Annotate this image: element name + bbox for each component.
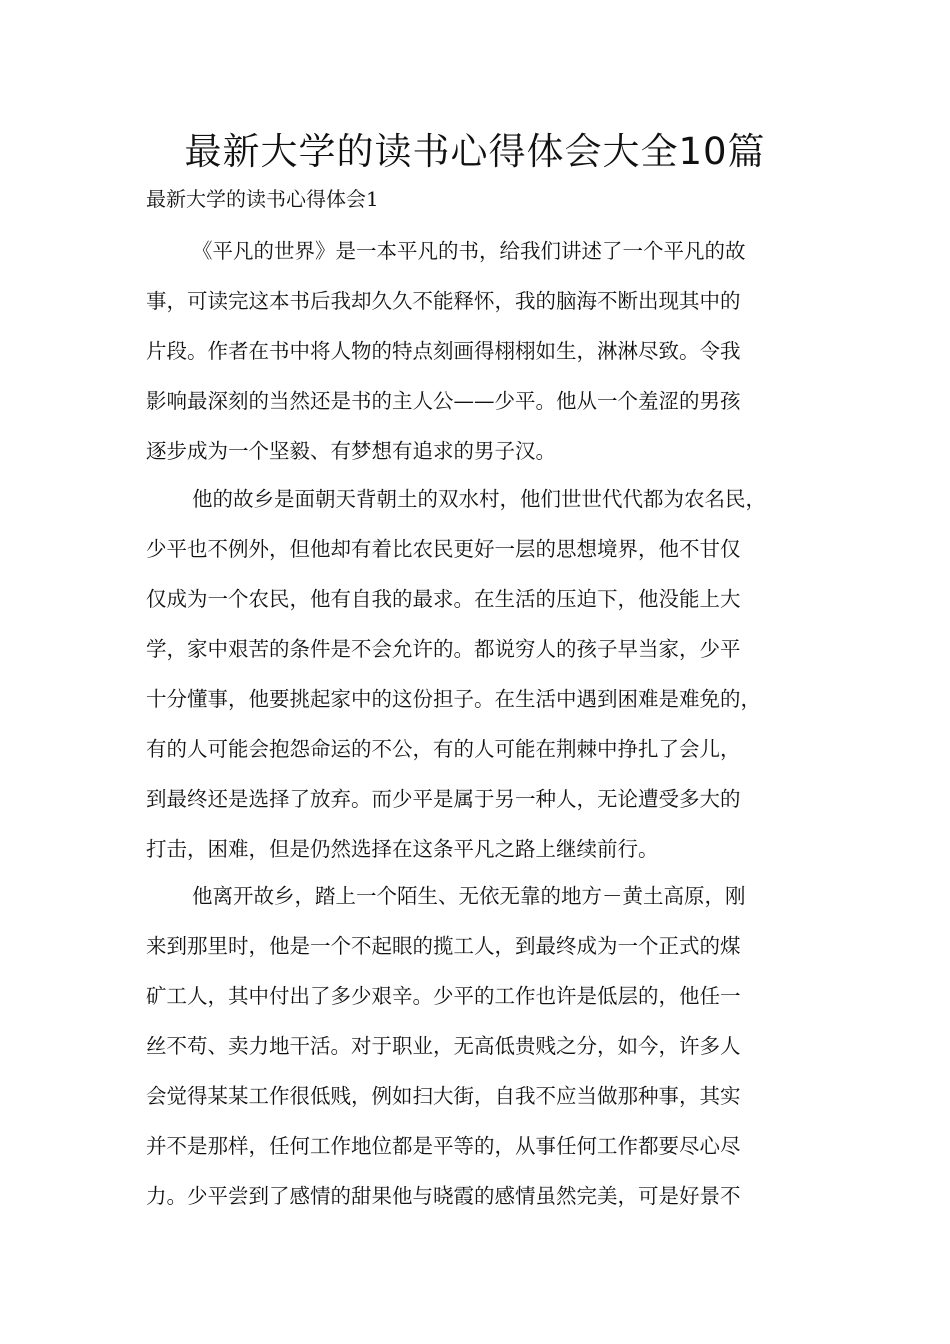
paragraph-2-line-3: 仅成为一个农民，他有自我的最求。在生活的压迫下，他没能上大	[146, 587, 741, 611]
paragraph-2-line-4: 学，家中艰苦的条件是不会允许的。都说穷人的孩子早当家，少平	[146, 637, 741, 661]
paragraph-2-line-7: 到最终还是选择了放弃。而少平是属于另一种人，无论遭受多大的	[146, 787, 741, 811]
paragraph-1-line-1: 《平凡的世界》是一本平凡的书，给我们讲述了一个平凡的故	[192, 239, 746, 263]
paragraph-1-line-3: 片段。作者在书中将人物的特点刻画得栩栩如生，淋淋尽致。令我	[146, 339, 741, 363]
paragraph-2-line-1: 他的故乡是面朝天背朝土的双水村，他们世世代代都为农名民，	[192, 487, 766, 511]
paragraph-2-line-2: 少平也不例外，但他却有着比农民更好一层的思想境界，他不甘仅	[146, 537, 741, 561]
document-title: 最新大学的读书心得体会大全10篇	[184, 130, 766, 173]
paragraph-3-line-4: 丝不苟、卖力地干活。对于职业，无高低贵贱之分，如今，许多人	[146, 1034, 741, 1058]
paragraph-1-line-5: 逐步成为一个坚毅、有梦想有追求的男子汉。	[146, 439, 556, 463]
paragraph-2-line-8: 打击，困难，但是仍然选择在这条平凡之路上继续前行。	[146, 837, 659, 861]
paragraph-2-line-5: 十分懂事，他要挑起家中的这份担子。在生活中遇到困难是难免的，	[146, 687, 761, 711]
paragraph-3-line-5: 会觉得某某工作很低贱，例如扫大街，自我不应当做那种事，其实	[146, 1084, 741, 1108]
paragraph-3-line-3: 矿工人，其中付出了多少艰辛。少平的工作也许是低层的，他任一	[146, 984, 741, 1008]
paragraph-3-line-2: 来到那里时，他是一个不起眼的揽工人，到最终成为一个正式的煤	[146, 934, 741, 958]
paragraph-2-line-6: 有的人可能会抱怨命运的不公，有的人可能在荆棘中挣扎了会儿，	[146, 737, 741, 761]
paragraph-1-line-2: 事，可读完这本书后我却久久不能释怀，我的脑海不断出现其中的	[146, 289, 741, 313]
paragraph-3-line-6: 并不是那样，任何工作地位都是平等的，从事任何工作都要尽心尽	[146, 1134, 741, 1158]
paragraph-3-line-1: 他离开故乡，踏上一个陌生、无依无靠的地方－黄土高原，刚	[192, 884, 746, 908]
paragraph-1-line-4: 影响最深刻的当然还是书的主人公——少平。他从一个羞涩的男孩	[146, 389, 741, 413]
paragraph-3-line-7: 力。少平尝到了感情的甜果他与晓霞的感情虽然完美，可是好景不	[146, 1184, 741, 1208]
section-heading: 最新大学的读书心得体会1	[146, 187, 379, 211]
